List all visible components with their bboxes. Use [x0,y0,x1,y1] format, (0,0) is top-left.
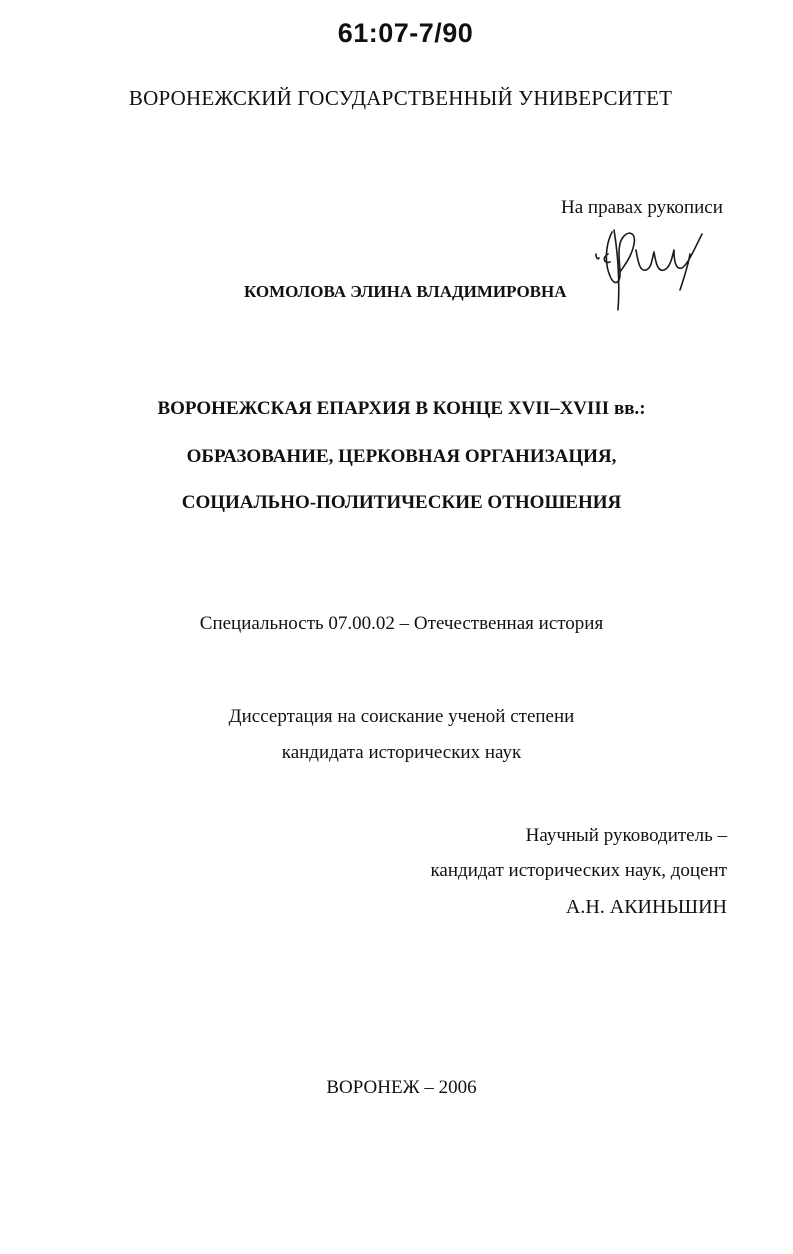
signature-icon [590,214,715,314]
author-name: КОМОЛОВА ЭЛИНА ВЛАДИМИРОВНА [244,282,567,301]
degree-line-2: кандидата исторических наук [281,742,522,763]
rights-notice: На правах рукописи [561,197,723,218]
degree-line-1: Диссертация на соискание ученой степени [228,706,575,727]
call-number: 61:07-7/90 [337,18,474,48]
university-name: ВОРОНЕЖСКИЙ ГОСУДАРСТВЕННЫЙ УНИВЕРСИТЕТ [128,86,673,110]
thesis-title-line-3: СОЦИАЛЬНО-ПОЛИТИЧЕСКИЕ ОТНОШЕНИЯ [181,492,622,513]
thesis-title-line-1: ВОРОНЕЖСКАЯ ЕПАРХИЯ В КОНЦЕ XVII–XVIII вв.: [157,398,646,419]
advisor-role: Научный руководитель – [525,825,727,846]
thesis-title-line-2: ОБРАЗОВАНИЕ, ЦЕРКОВНАЯ ОРГАНИЗАЦИЯ, [186,446,617,467]
advisor-degree: кандидат исторических наук, доцент [430,860,727,881]
advisor-name: А.Н. АКИНЬШИН [565,896,727,918]
city-year: ВОРОНЕЖ – 2006 [326,1077,477,1098]
specialty-line: Специальность 07.00.02 – Отечественная история [199,613,604,634]
